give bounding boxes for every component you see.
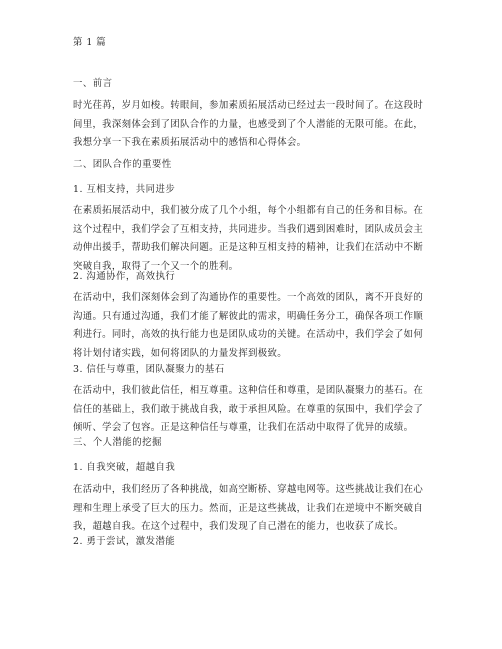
section-heading-potential [73, 434, 430, 448]
paragraph-trust [73, 382, 430, 438]
subheading-try [73, 533, 430, 547]
paragraph-support [73, 202, 430, 276]
paragraph-line: 理和生理上承受了巨大的压力。然而，正是这些挑战，让我们在逆境中不断突破自 [73, 502, 424, 514]
section-heading-preface [73, 75, 430, 89]
part-title-text: 第 1 篇 [73, 37, 107, 48]
heading-text: 2. 沟通协作，高效执行 [73, 271, 176, 282]
part-title [73, 34, 430, 48]
subheading-trust [73, 361, 430, 375]
paragraph-line: 利进行。同时，高效的执行能力也是团队成功的关键。在活动中，我们学会了如何 [73, 329, 424, 341]
paragraph-line: 在素质拓展活动中，我们被分成了几个小组，每个小组都有自己的任务和目标。在 [73, 205, 424, 216]
heading-text: 1. 自我突破，超越自我 [73, 462, 176, 473]
paragraph-line: 时光荏苒，岁月如梭。转眼间，参加素质拓展活动已经过去一段时间了。在这段时 [73, 100, 424, 111]
subheading-communication [73, 268, 430, 282]
paragraph-line: 倾听、学会了包容。正是这种信任与尊重，让我们在活动中取得了优异的成绩。 [73, 422, 414, 434]
paragraph-communication [73, 289, 430, 363]
paragraph-line: 我，超越自我。在这个过程中，我们发现了自己潜在的能力，也收获了成长。 [73, 521, 404, 533]
paragraph-line: 信任的基础上，我们敢于挑战自我，敢于承担风险。在尊重的氛围中，我们学会了 [73, 403, 424, 415]
paragraph-line: 将计划付诸实践，如何将团队的力量发挥到极致。 [73, 347, 287, 359]
paragraph-preface [73, 97, 430, 153]
heading-text: 2. 勇于尝试，激发潜能 [73, 536, 176, 547]
paragraph-line: 在活动中，我们经历了各种挑战，如高空断桥、穿越电网等。这些挑战让我们在心 [73, 484, 424, 495]
heading-text: 3. 信任与尊重，团队凝聚力的基石 [73, 364, 225, 375]
heading-text: 三、个人潜能的挖掘 [73, 437, 162, 448]
paragraph-line: 间里，我深刻体会到了团队合作的力量，也感受到了个人潜能的无限可能。在此， [73, 118, 424, 130]
paragraph-line: 在活动中，我们深刻体会到了沟通协作的重要性。一个高效的团队，离不开良好的 [73, 292, 424, 303]
paragraph-line: 在活动中，我们彼此信任，相互尊重。这种信任和尊重，是团队凝聚力的基石。在 [73, 385, 424, 396]
paragraph-line: 这个过程中，我们学会了互相支持，共同进步。当我们遇到困难时，团队成员会主 [73, 223, 424, 235]
paragraph-line: 突破自我，取得了一个又一个的胜利。 [73, 260, 239, 272]
heading-text: 二、团队合作的重要性 [73, 159, 172, 170]
subheading-support [73, 181, 430, 195]
subheading-breakthrough [73, 459, 430, 473]
section-heading-teamwork [73, 156, 430, 170]
paragraph-line: 我想分享一下我在素质拓展活动中的感悟和心得体会。 [73, 137, 307, 149]
paragraph-line: 沟通。只有通过沟通，我们才能了解彼此的需求，明确任务分工，确保各项工作顺 [73, 310, 424, 322]
heading-text: 1. 互相支持，共同进步 [73, 184, 176, 195]
heading-text: 一、前言 [73, 78, 113, 89]
paragraph-breakthrough [73, 481, 430, 537]
paragraph-line: 动伸出援手，帮助我们解决问题。正是这种互相支持的精神，让我们在活动中不断 [73, 242, 424, 254]
